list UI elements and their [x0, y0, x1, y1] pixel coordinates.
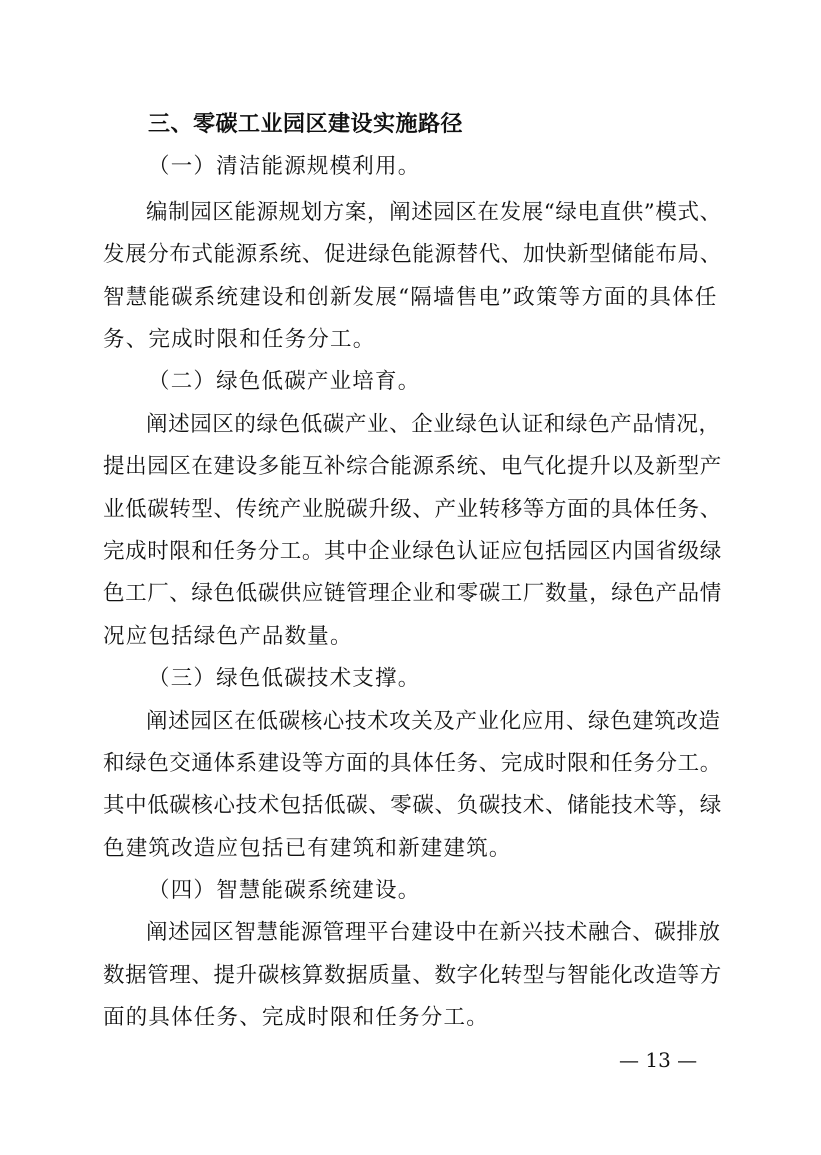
paragraph-line: 智慧能碳系统建设和创新发展“隔墙售电”政策等方面的具体任 — [103, 285, 718, 310]
paragraph-line: 阐述园区的绿色低碳产业、企业绿色认证和绿色产品情况， — [146, 412, 721, 437]
paragraph-line: 编制园区能源规划方案，阐述园区在发展“绿电直供”模式、 — [146, 200, 722, 225]
paragraph-line: 阐述园区智慧能源管理平台建设中在新兴技术融合、碳排放 — [146, 920, 721, 945]
subsection-title-2: （二）绿色低碳产业培育。 — [148, 369, 421, 394]
paragraph-line: 数据管理、提升碳核算数据质量、数字化转型与智能化改造等方 — [103, 963, 722, 988]
paragraph-line: 阐述园区在低碳核心技术攻关及产业化应用、绿色建筑改造 — [146, 709, 721, 734]
paragraph-line: 发展分布式能源系统、促进绿色能源替代、加快新型储能布局、 — [103, 242, 722, 267]
subsection-title-3: （三）绿色低碳技术支撑。 — [148, 666, 421, 691]
paragraph-line: 完成时限和任务分工。其中企业绿色认证应包括园区内国省级绿 — [103, 539, 722, 564]
paragraph-line: 面的具体任务、完成时限和任务分工。 — [103, 1005, 489, 1030]
paragraph-line: 色建筑改造应包括已有建筑和新建建筑。 — [103, 836, 512, 861]
subsection-title-4: （四）智慧能碳系统建设。 — [148, 878, 421, 903]
paragraph-line: 提出园区在建设多能互补综合能源系统、电气化提升以及新型产 — [103, 454, 722, 479]
paragraph-line: 业低碳转型、传统产业脱碳升级、产业转移等方面的具体任务、 — [103, 497, 722, 522]
page-number: — 13 — — [619, 1048, 698, 1072]
section-heading: 三、零碳工业园区建设实施路径 — [148, 112, 464, 137]
subsection-title-1: （一）清洁能源规模利用。 — [148, 154, 421, 179]
paragraph-line: 和绿色交通体系建设等方面的具体任务、完成时限和任务分工。 — [103, 751, 722, 776]
paragraph-line: 况应包括绿色产品数量。 — [103, 624, 353, 649]
paragraph-line: 色工厂、绿色低碳供应链管理企业和零碳工厂数量，绿色产品情 — [103, 581, 722, 606]
paragraph-line: 务、完成时限和任务分工。 — [103, 327, 376, 352]
paragraph-line: 其中低碳核心技术包括低碳、零碳、负碳技术、储能技术等，绿 — [103, 793, 722, 818]
